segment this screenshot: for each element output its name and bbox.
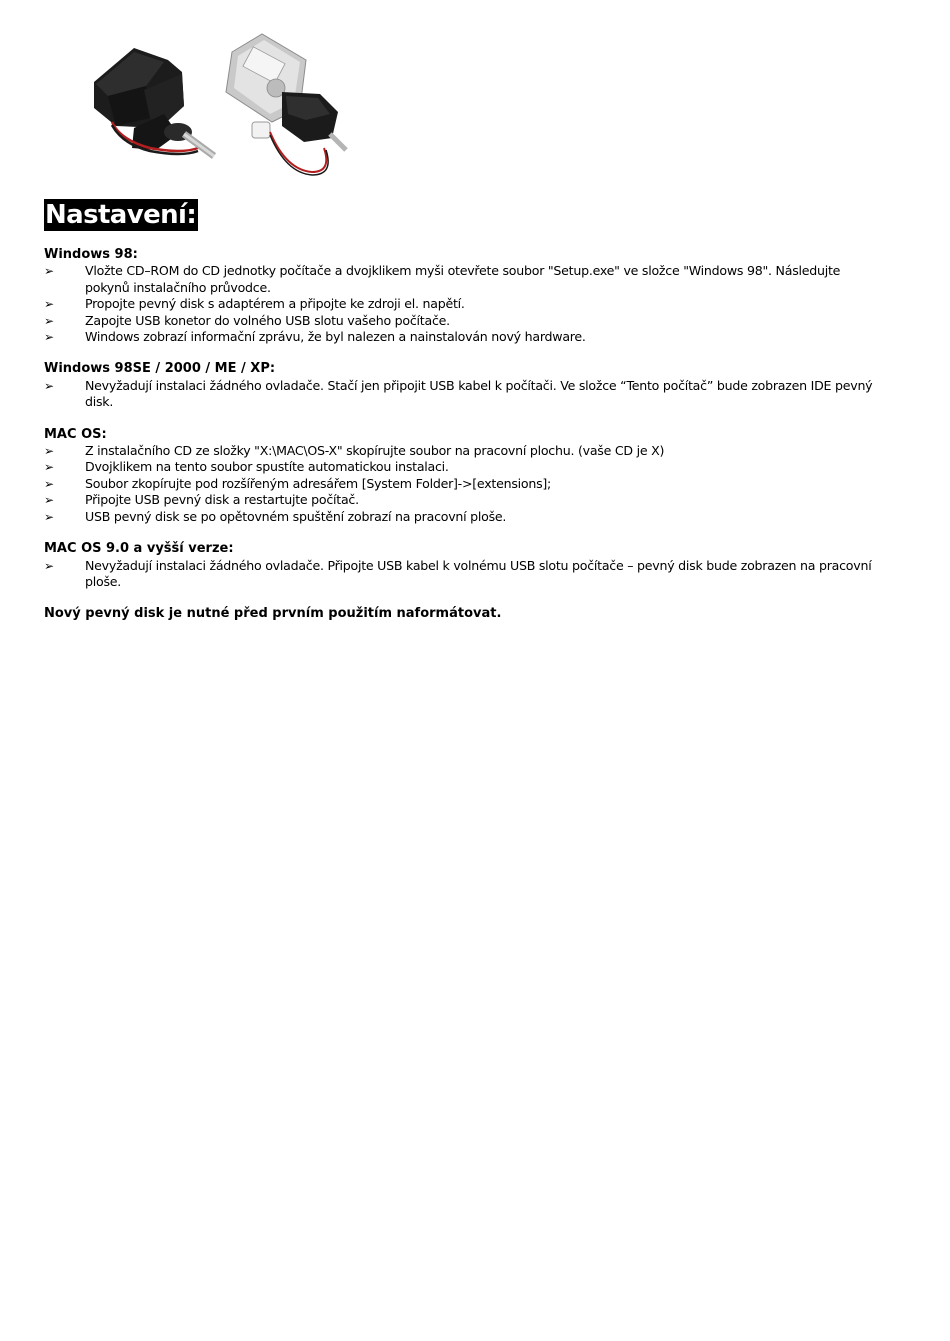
list-item — [44, 329, 874, 345]
bullet-list — [44, 558, 874, 591]
section-windows-98se-2000-me-xp — [44, 361, 874, 410]
arrow-bullet-icon: ➢ — [44, 460, 54, 475]
section-mac-os-9 — [44, 541, 874, 590]
section-windows-98 — [44, 247, 874, 345]
page-heading: Nastavení: — [45, 200, 197, 230]
list-item-text: Nevyžadují instalaci žádného ovladače. Stačí jen připojit USB kabel k počítači. Ve složce “Tento počítač” bude zobrazen IDE pevný disk. — [85, 377, 873, 410]
arrow-bullet-icon: ➢ — [44, 509, 54, 524]
list-item — [44, 459, 874, 475]
list-item — [44, 492, 874, 508]
ide-usb-adapter-photo — [86, 30, 348, 178]
arrow-bullet-icon: ➢ — [44, 313, 54, 328]
arrow-bullet-icon: ➢ — [44, 493, 54, 508]
instructions — [44, 247, 874, 623]
bullet-list — [44, 378, 874, 411]
section-title: Windows 98SE / 2000 / ME / XP: — [44, 361, 276, 377]
list-item — [44, 443, 874, 459]
list-item-text: Zapojte USB konetor do volného USB slotu vašeho počítače. — [85, 312, 450, 328]
section-mac-os — [44, 427, 874, 525]
arrow-bullet-icon: ➢ — [44, 476, 54, 491]
list-item-text: Windows zobrazí informační zprávu, že byl nalezen a nainstalován nový hardware. — [85, 329, 586, 345]
list-item — [44, 263, 874, 296]
list-item-text: Nevyžadují instalaci žádného ovladače. Připojte USB kabel k volnému USB slotu počítače – pevný disk bude zobrazen na pracovní ploše. — [85, 557, 872, 589]
section-title: Windows 98: — [44, 247, 138, 262]
section-title: MAC OS: — [44, 426, 107, 442]
list-item — [44, 378, 874, 411]
list-item-text: Připojte USB pevný disk a restartujte počítač. — [85, 492, 359, 508]
list-item-text: Dvojklikem na tento soubor spustíte automatickou instalaci. — [85, 459, 449, 475]
list-item — [44, 476, 874, 492]
format-note: Nový pevný disk je nutné před prvním použitím naformátovat. — [44, 606, 502, 622]
arrow-bullet-icon: ➢ — [44, 264, 54, 279]
adapter-connector-image — [94, 48, 214, 156]
list-item — [44, 509, 874, 525]
bullet-list — [44, 263, 874, 345]
arrow-bullet-icon: ➢ — [44, 558, 54, 573]
list-item-text: Propojte pevný disk s adaptérem a připojte ke zdroji el. napětí. — [85, 296, 465, 312]
list-item-text: Vložte CD–ROM do CD jednotky počítače a dvojklikem myši otevřete soubor "Setup.exe" ve složce "Windows 98". Následujte pokynů instalačního průvodce. — [85, 263, 841, 295]
list-item-text: USB pevný disk se po opětovném spuštění zobrazí na pracovní ploše. — [85, 508, 507, 524]
section-title: MAC OS 9.0 a vyšší verze: — [44, 541, 234, 557]
arrow-bullet-icon: ➢ — [44, 297, 54, 312]
arrow-bullet-icon: ➢ — [44, 378, 54, 393]
bullet-list — [44, 443, 874, 525]
list-item — [44, 313, 874, 329]
arrow-bullet-icon: ➢ — [44, 444, 54, 459]
list-item — [44, 558, 874, 591]
list-item-text: Z instalačního CD ze složky "X:\MAC\OS-X" skopírujte soubor na pracovní plochu. (vaše CD je X) — [85, 443, 665, 459]
list-item — [44, 296, 874, 312]
list-item-text: Soubor zkopírujte pod rozšířeným adresářem [System Folder]->[extensions]; — [85, 475, 552, 491]
hard-disk-image — [226, 34, 346, 175]
arrow-bullet-icon: ➢ — [44, 330, 54, 345]
